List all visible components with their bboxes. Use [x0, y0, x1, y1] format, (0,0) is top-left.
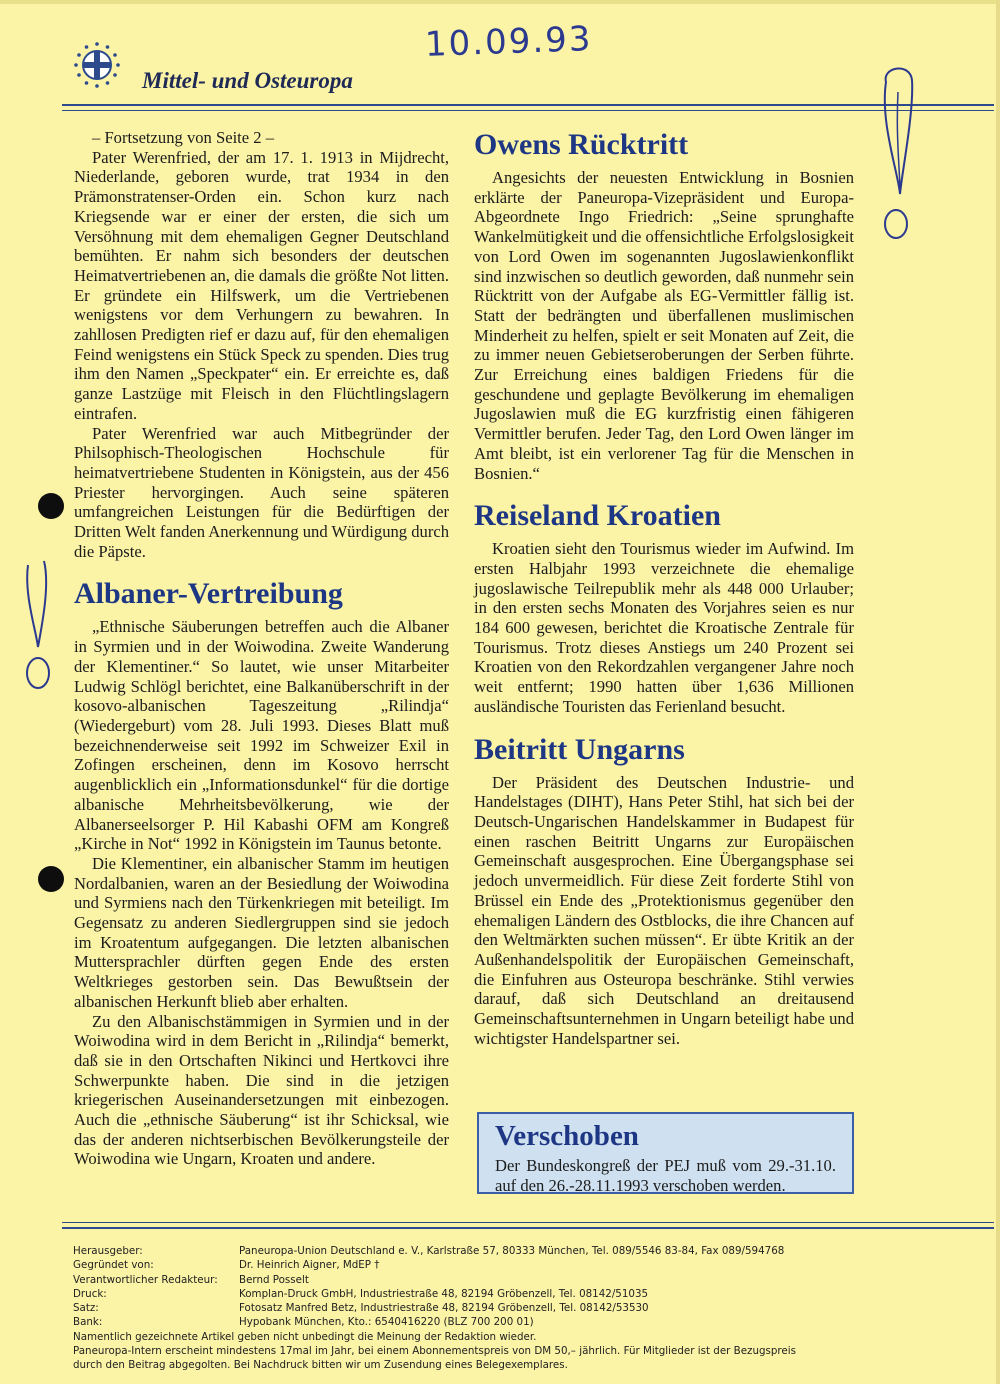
imprint-value: Fotosatz Manfred Betz, Industriestraße 48, 82194 Gröbenzell, Tel. 08142/53530 — [239, 1302, 649, 1315]
notice-text: Der Bundeskongreß der PEJ muß vom 29.-31.10. auf den 26.-28.11.1993 verschoben werden. — [495, 1156, 836, 1195]
imprint-row — [73, 1301, 973, 1315]
imprint-value: Paneuropa-Union Deutschland e. V., Karlstraße 57, 80333 München, Tel. 089/5546 83-84, Fax 089/594768 — [239, 1245, 785, 1257]
imprint-row — [73, 1244, 973, 1258]
imprint-label: Druck: — [73, 1287, 107, 1300]
notice-headline: Verschoben — [495, 1120, 639, 1152]
section-title: Mittel- und Osteuropa — [142, 68, 353, 93]
header-rule-top — [62, 104, 994, 106]
left-column — [74, 128, 449, 1169]
imprint-value: Hypobank München, Kto.: 6540416220 (BLZ 700 200 01) — [239, 1316, 534, 1329]
paper-right-edge — [996, 0, 1000, 1384]
imprint-row — [73, 1315, 973, 1329]
imprint-value: Komplan-Druck GmbH, Industriestraße 48, 82194 Gröbenzell, Tel. 08142/51035 — [239, 1287, 649, 1300]
imprint-label: Verantwortlicher Redakteur: — [73, 1273, 218, 1286]
notice-box — [477, 1112, 854, 1194]
imprint-note: Paneuropa-Intern erscheint mindestens 17mal im Jahr, bei einem Abonnementspreis von DM 50,– jährlich. Für Mitglieder ist der Bezugspreis — [73, 1345, 796, 1358]
article-paragraph: Der Präsident des Deutschen Industrie- und Handelstages (DIHT), Hans Peter Stihl, hat sich bei der Deutsch-Ungarischen Handelskammer in Budapest für einen raschen Beitritt Ungarns zur Europäischen Gemeinschaft ausgesprochen. Eine Übergangsphase sei jedoch unvermeidlich. Für diese Zeit forderte Stihl von Brüssel ein Ende des „Protektionismus gegenüber den ehemaligen Ländern des Ostblocks, die ihre Chancen auf den Weltmärkten suchen müssen“. Er übte Kritik an der Außenhandelspolitik der Europäischen Gemeinschaft, die Einfuhren aus Osteuropa beschränke. Stihl verwies darauf, daß sich Deutschland an dreitausend Gemeinschaftsunternehmen in Ungarn beteiligt habe und wichtigster Handelspartner sei. — [474, 772, 854, 1048]
footer-rule-bottom — [62, 1227, 994, 1229]
imprint-value: Bernd Posselt — [239, 1273, 309, 1286]
imprint-label: Gegründet von: — [73, 1259, 154, 1272]
article-paragraph: Die Klementiner, ein albanischer Stamm im heutigen Nordalbanien, waren an der Besiedlung der Woiwodina und Syrmiens nach den Türkenkriegen mit beteiligt. Im Gegensatz zu anderen Siedlergruppen sind sie jedoch im Kroatentum aufgegangen. Die letzten albanischen Muttersprachler dürften gegen Ende des ersten Weltkrieges gestorben sein. Das Bewußtsein der albanischen Herkunft blieb aber erhalten. — [74, 853, 449, 1011]
article-paragraph: Angesichts der neuesten Entwicklung in Bosnien erklärte der Paneuropa-Vizepräsident und Europa-Abgeordnete Ingo Friedrich: „Seine sprunghafte Wankelmütigkeit und die offensichtliche Erfolgslosigkeit von Lord Owen im sogenannten Jugoslawienkonflikt sind inzwischen so deutlich geworden, daß nunmehr sein Rücktritt von der Aufgabe als EG-Vermittler fällig ist. Statt der bedrängten und überfallenen muslimischen Minderheit zu helfen, spielt er seit Monaten auf Zeit, die zu immer neuen Gebietseroberungen der Serben führte. Zur Erreichung eines baldigen Friedens für die geschundene und geplagte Bevölkerung im ehemaligen Jugoslawien muß die EG kurzfristig einen fähigeren Vermittler berufen. Jeder Tag, den Lord Owen länger im Amt bleibt, ist ein verlorener Tag für die Menschen in Bosnien.“ — [474, 168, 854, 483]
handwritten-exclamation-mark — [872, 62, 926, 242]
paper-top-edge — [0, 0, 1000, 4]
imprint-note: durch den Beitrag abgegolten. Bei Nachdruck bitten wir um Zusendung eines Belegexemplares. — [73, 1359, 568, 1372]
handwritten-date: 10.09.93 — [424, 19, 594, 65]
imprint-row — [73, 1273, 973, 1287]
paneuropa-logo-icon — [72, 40, 122, 90]
imprint-row — [73, 1287, 973, 1301]
article-paragraph: Kroatien sieht den Tourismus wieder im Aufwind. Im ersten Halbjahr 1993 verzeichnete die ehemalige jugoslawische Teilrepublik mehr als 448 000 Urlauber; in den ersten sechs Monaten des Vorjahres seien es nur 184 600 gewesen, berichtet die Kroatische Zentrale für Tourismus. Trotz dieses Anstiegs um 240 Prozent sei Kroatien von den Rekordzahlen vergangener Jahre noch weit entfernt; 1990 hatten über 1,636 Millionen ausländische Touristen das Ferienland besucht. — [474, 539, 854, 716]
imprint-label: Bank: — [73, 1316, 103, 1329]
article-paragraph: Zu den Albanischstämmigen in Syrmien und in der Woiwodina wird in dem Bericht in „Rilindja“ bemerkt, daß sie in den Ortschaften Nikinci und Hertkovci ihre Schwerpunkte haben. Die sind in die jetzigen kriegerischen Auseinandersetzungen mit einbezogen. Auch die „ethnische Säuberung“ ist ihr Schicksal, wie das der anderen nichtserbischen Bevölkerungsteile der Woiwodina wie Ungarn, Kroaten und andere. — [74, 1011, 449, 1169]
intro-paragraph: Pater Werenfried, der am 17. 1. 1913 in Mijdrecht, Niederlande, geboren wurde, trat 1934 in den Prämonstratenser-Orden ein. Schon kurz nach Kriegsende war er einer der ersten, die sich um Versöhnung mit dem ehemaligen Gegner Deutschland bemühten. Er nahm sich besonders der deutschen Heimatvertriebenen an, die damals die größte Not litten. Er gründete ein Hilfswerk, um die Vertriebenen wenigstens vor dem Verhungern zu bewahren. In zahllosen Predigten rief er dazu auf, für den ehemaligen Feind wenigstens ein Stück Speck zu spenden. Dies trug ihm den Namen „Speckpater“ ein. Er erreichte es, daß ganze Lastzüge mit Fleisch in den Flüchtlingslagern eintrafen. — [74, 147, 449, 423]
imprint-value: Dr. Heinrich Aigner, MdEP † — [239, 1259, 380, 1272]
article-headline: Reiseland Kroatien — [474, 499, 721, 533]
imprint-label: Satz: — [73, 1302, 99, 1315]
imprint-row — [73, 1258, 973, 1272]
article-headline: Beitritt Ungarns — [474, 732, 685, 766]
punch-hole — [38, 866, 64, 892]
article-headline: Albaner-Vertreibung — [74, 577, 343, 611]
continued-note: – Fortsetzung von Seite 2 – — [92, 128, 275, 147]
article-paragraph: „Ethnische Säuberungen betreffen auch die Albaner in Syrmien und in der Woiwodina. Zweite Wanderung der Klementiner.“ So lautet, wie unser Mitarbeiter Ludwig Schlögl berichtet, eine Balkanüberschrift in der kosovo-albanischen Tageszeitung „Rilindja“ (Wiedergeburt) vom 28. Juli 1993. Dieses Blatt muß bezeichnenderweise seit 1992 im Schweizer Exil in Zofingen erscheinen, denn im Kosovo herrscht augenblicklich ein „Informationsdunkel“ für die dortige albanische Mehrheitsbevölkerung, wie der Albanerseelsorger P. Hil Kabashi OFM am Kongreß „Kirche in Not“ 1992 in Königstein im Taunus betonte. — [74, 617, 449, 854]
intro-paragraph: Pater Werenfried war auch Mitbegründer der Philsophisch-Theologischen Hochschule für heimatvertriebene Studenten in Königstein, aus der 456 Priester hervorgingen. Auch seine späteren umfangreichen Leistungen für die Bedürftigen der Dritten Welt fanden Anerkennung und Würdigung durch die Päpste. — [74, 423, 450, 561]
imprint-label: Herausgeber: — [73, 1245, 143, 1257]
right-column — [474, 128, 854, 1048]
punch-hole — [38, 493, 64, 519]
handwritten-exclamation-mark — [16, 555, 60, 695]
imprint — [73, 1244, 973, 1373]
imprint-note: Namentlich gezeichnete Artikel geben nicht unbedingt die Meinung der Redaktion wieder. — [73, 1330, 537, 1343]
header-rule-bottom — [62, 110, 994, 111]
article-headline: Owens Rücktritt — [474, 128, 689, 161]
footer-rule-top — [62, 1222, 994, 1223]
